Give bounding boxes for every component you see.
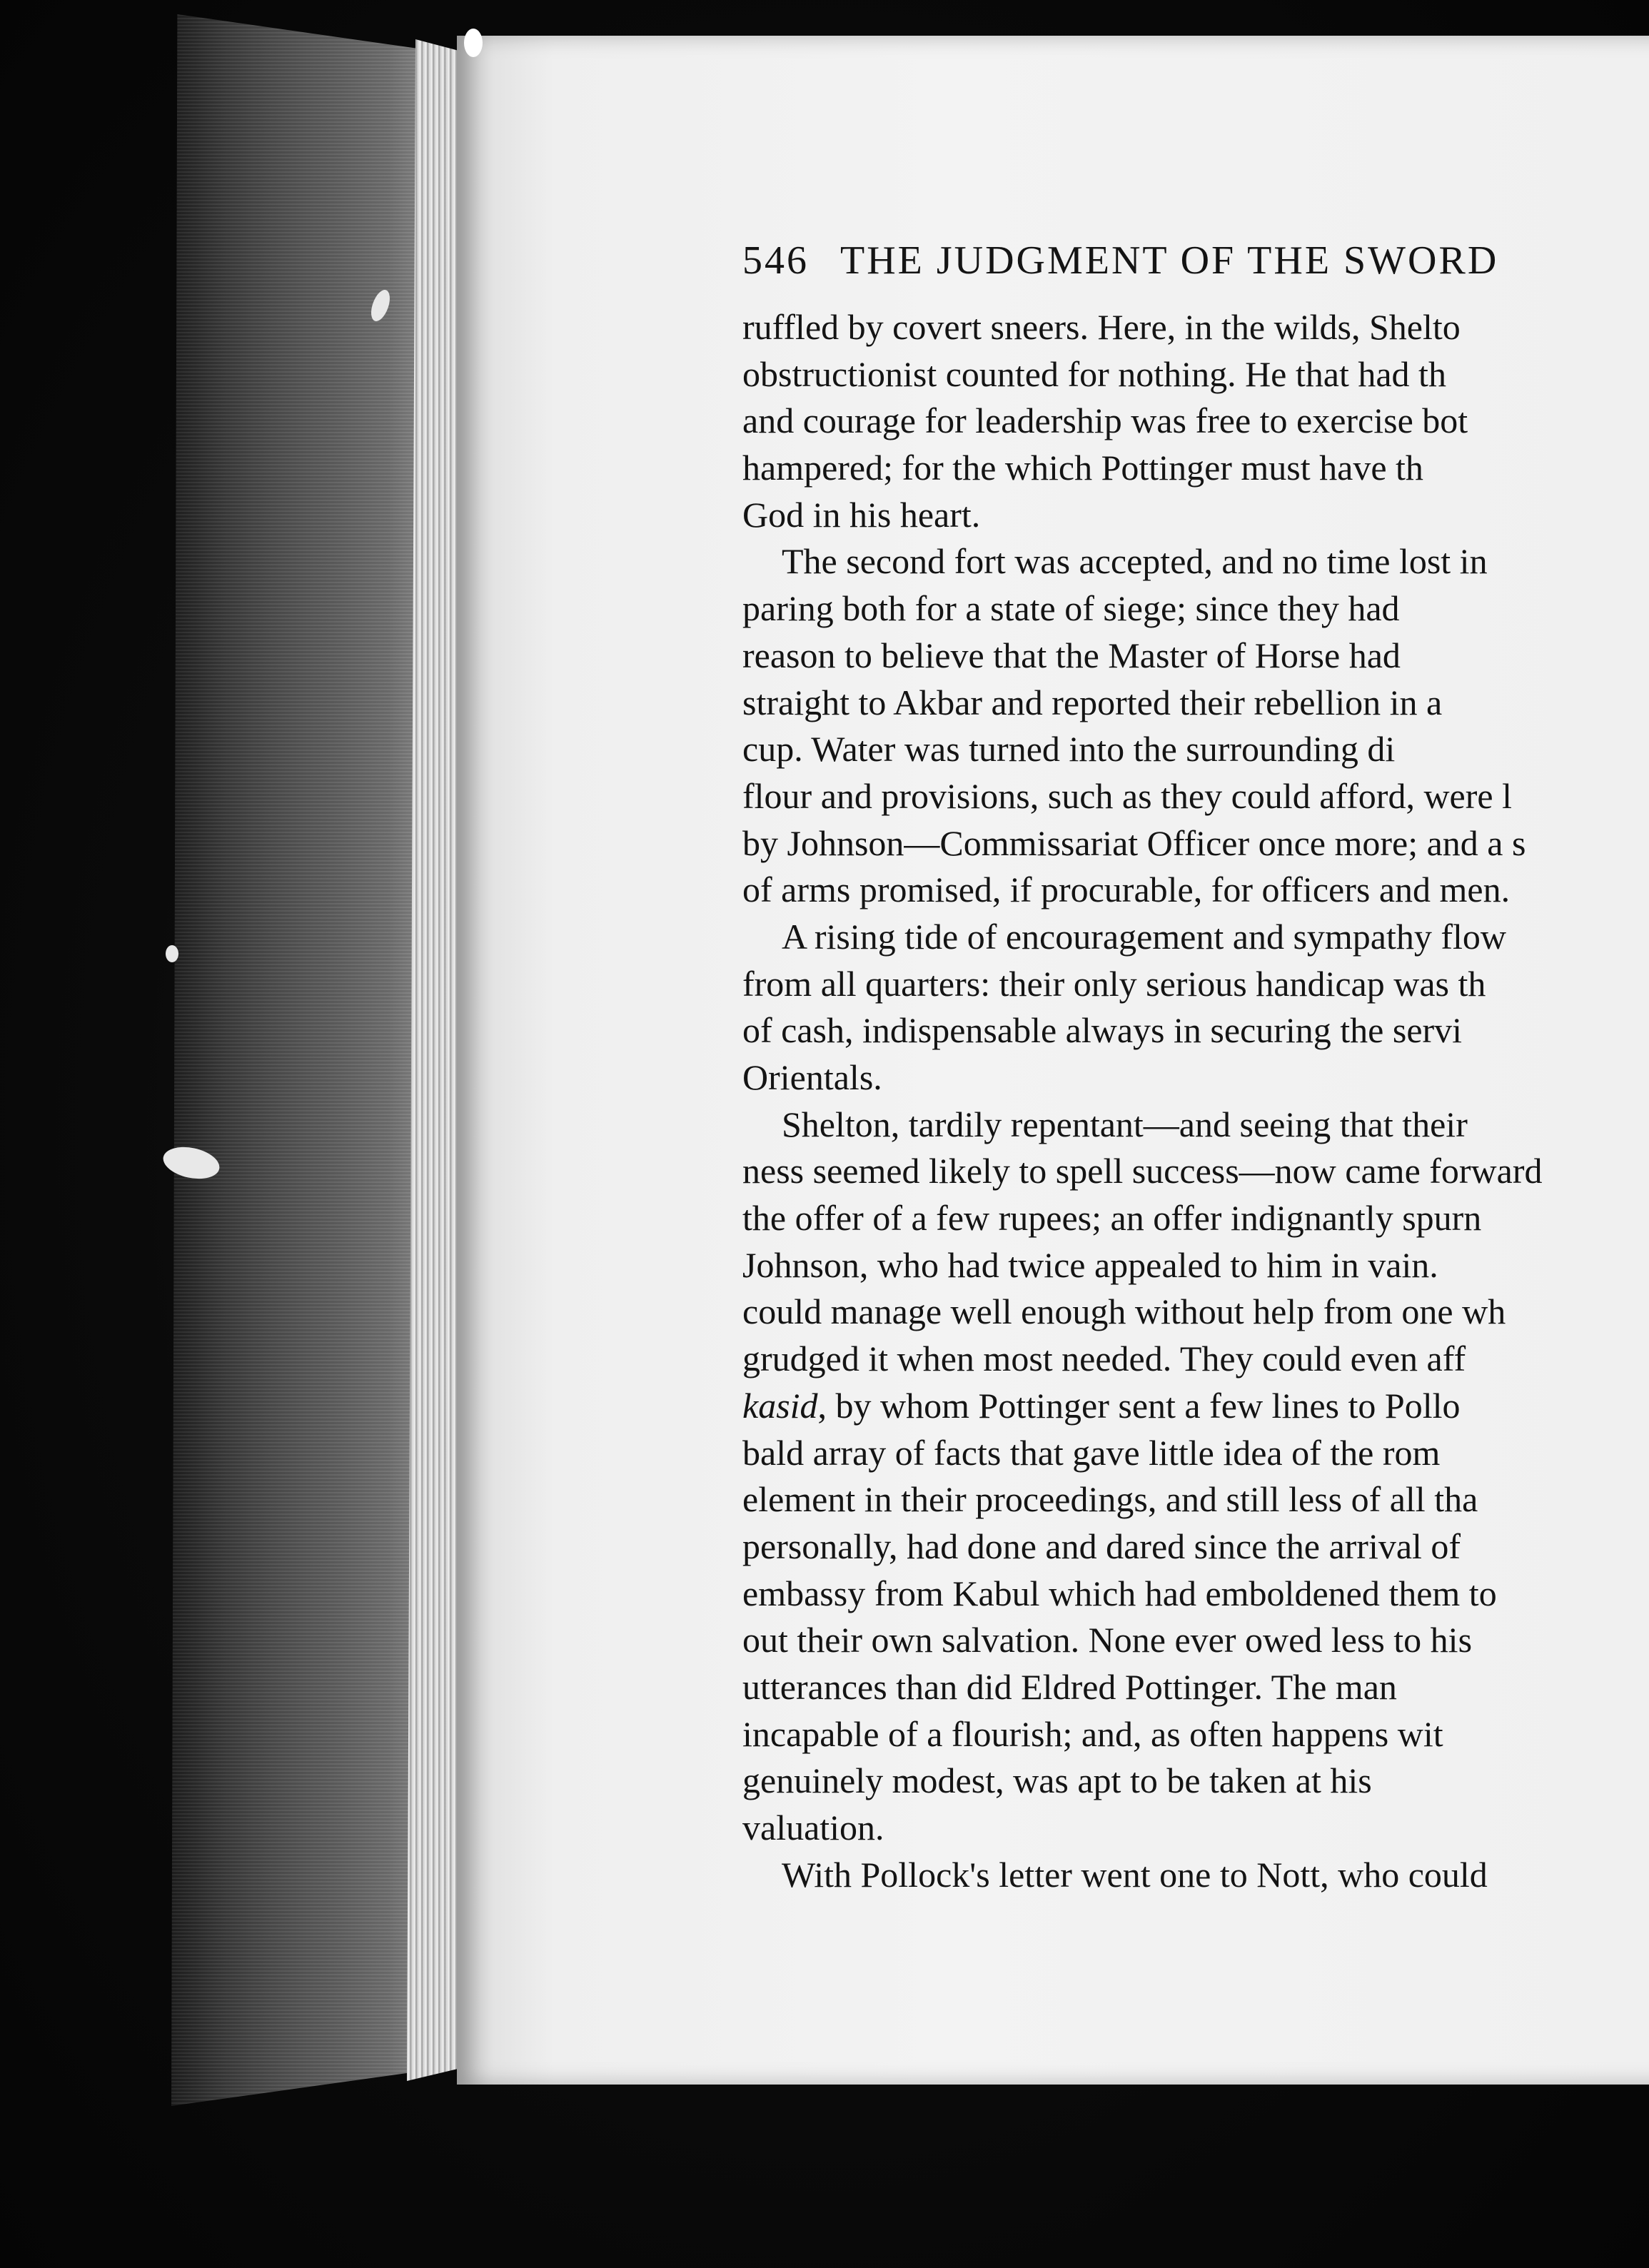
text-line: flour and provisions, such as they could afford, were l bbox=[742, 775, 1512, 816]
text-line: A rising tide of encouragement and sympathy flow bbox=[782, 916, 1507, 957]
text-line: and courage for leadership was free to exercise bot bbox=[742, 400, 1468, 441]
text-line: reason to believe that the Master of Horse had bbox=[742, 635, 1401, 675]
page-text bbox=[742, 236, 1649, 1898]
text-line: element in their proceedings, and still less of all tha bbox=[742, 1479, 1478, 1520]
text-line: out their own salvation. None ever owed less to his bbox=[742, 1620, 1473, 1660]
text-line: Orientals. bbox=[742, 1057, 882, 1097]
text-line-rest: , by whom Pottinger sent a few lines to Pollo bbox=[817, 1385, 1461, 1426]
text-line: incapable of a flourish; and, as often happens wit bbox=[742, 1713, 1443, 1754]
text-line: straight to Akbar and reported their rebellion in a bbox=[742, 682, 1443, 722]
text-line: the offer of a few rupees; an offer indignantly spurn bbox=[742, 1198, 1482, 1239]
text-line: paring both for a state of siege; since they had bbox=[742, 588, 1400, 629]
italic-word: kasid bbox=[742, 1385, 818, 1426]
text-line: grudged it when most needed. They could even aff bbox=[742, 1339, 1466, 1379]
text-line: hampered; for the which Pottinger must have th bbox=[742, 448, 1423, 488]
text-line: from all quarters: their only serious handicap was th bbox=[742, 963, 1486, 1004]
text-line: obstructionist counted for nothing. He that had th bbox=[742, 353, 1446, 394]
text-line: bald array of facts that gave little idea of the rom bbox=[742, 1432, 1441, 1473]
text-line: ness seemed likely to spell success—now came forward bbox=[742, 1151, 1543, 1191]
text-line: by Johnson—Commissariat Officer once more; and a s bbox=[742, 822, 1526, 863]
text-line: ruffled by covert sneers. Here, in the wilds, Shelto bbox=[742, 307, 1461, 347]
running-title: THE JUDGMENT OF THE SWORD bbox=[840, 238, 1499, 283]
text-line: personally, had done and dared since the arrival of bbox=[742, 1526, 1461, 1566]
page-number: 546 bbox=[742, 238, 809, 283]
text-line: utterances than did Eldred Pottinger. The man bbox=[742, 1666, 1397, 1707]
dust-speck bbox=[166, 945, 178, 962]
text-line: God in his heart. bbox=[742, 494, 981, 535]
text-line: could manage well enough without help from one wh bbox=[742, 1291, 1506, 1332]
dust-speck bbox=[464, 29, 483, 57]
text-line: cup. Water was turned into the surrounding di bbox=[742, 729, 1396, 770]
text-line: valuation. bbox=[742, 1808, 884, 1848]
text-line: The second fort was accepted, and no time lost in bbox=[782, 541, 1488, 582]
text-line: With Pollock's letter went one to Nott, who could bbox=[782, 1854, 1488, 1895]
text-line: Johnson, who had twice appealed to him in vain. bbox=[742, 1244, 1438, 1285]
text-line: embassy from Kabul which had emboldened them to bbox=[742, 1573, 1497, 1613]
text-line: of cash, indispensable always in securing the servi bbox=[742, 1010, 1463, 1051]
text-line bbox=[742, 1383, 1649, 1430]
text-line: genuinely modest, was apt to be taken at his bbox=[742, 1760, 1372, 1801]
text-line: Shelton, tardily repentant—and seeing that their bbox=[782, 1104, 1468, 1144]
text-line: of arms promised, if procurable, for officers and men. bbox=[742, 870, 1511, 910]
running-header bbox=[742, 236, 1649, 286]
